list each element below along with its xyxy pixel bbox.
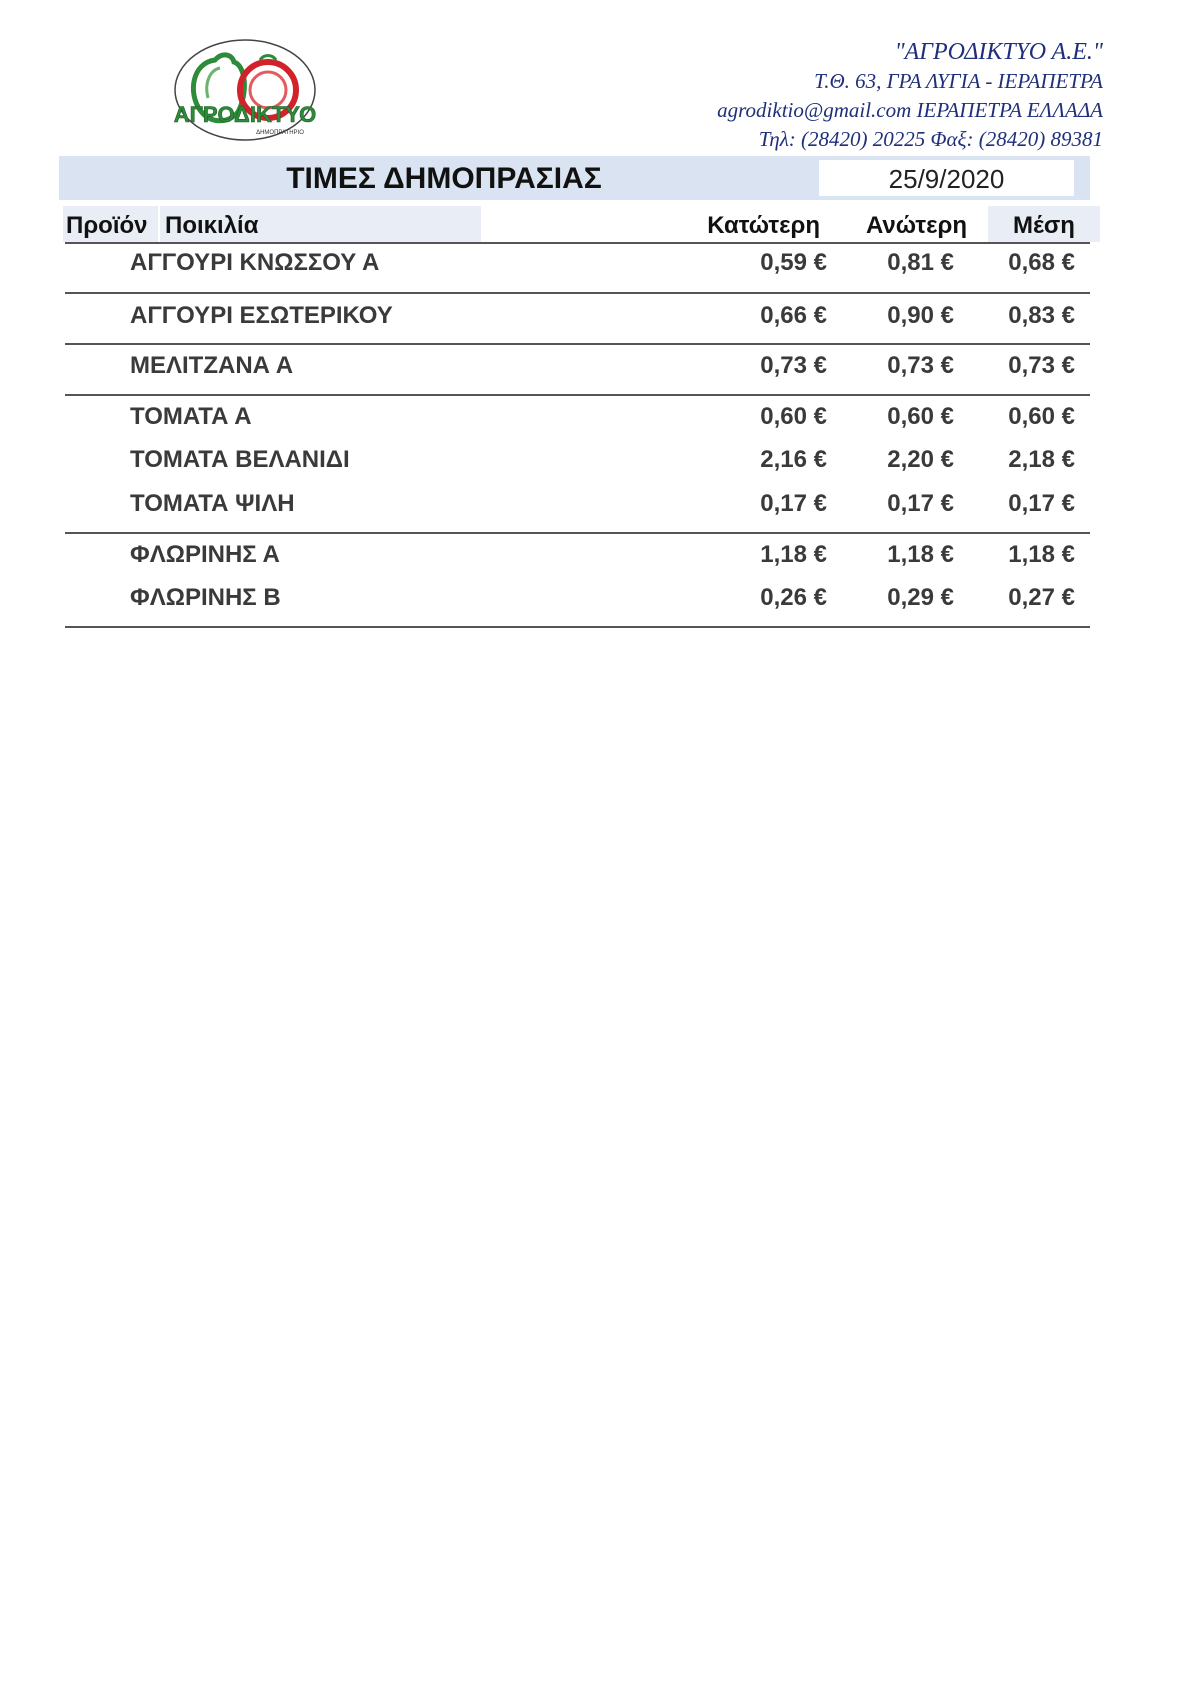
column-header-variety: Ποικιλία bbox=[160, 206, 481, 242]
table-row bbox=[0, 243, 1200, 283]
table-row bbox=[0, 440, 1200, 480]
company-address: Τ.Θ. 63, ΓΡΑ ΛΥΓΙΑ - ΙΕΡΑΠΕΤΡΑ bbox=[814, 69, 1103, 93]
column-header-product: Προϊόν bbox=[63, 206, 158, 242]
row-variety: ΤΟΜΑΤΑ ΨΙΛΗ bbox=[130, 490, 295, 517]
row-low-price: 0,60 € bbox=[760, 403, 827, 430]
group-divider bbox=[65, 532, 1090, 534]
row-avg-price: 0,17 € bbox=[1008, 490, 1075, 517]
group-divider bbox=[65, 394, 1090, 396]
row-high-price: 0,73 € bbox=[887, 352, 954, 379]
row-low-price: 1,18 € bbox=[760, 541, 827, 568]
row-high-price: 2,20 € bbox=[887, 446, 954, 473]
title-band bbox=[59, 156, 1090, 200]
row-high-price: 0,17 € bbox=[887, 490, 954, 517]
group-divider bbox=[65, 292, 1090, 294]
table-row bbox=[0, 484, 1200, 524]
row-avg-price: 0,68 € bbox=[1008, 249, 1075, 276]
row-variety: ΤΟΜΑΤΑ Α bbox=[130, 403, 252, 430]
report-date: 25/9/2020 bbox=[819, 160, 1074, 196]
company-email: agrodiktio@gmail.com ΙΕΡΑΠΕΤΡΑ ΕΛΛΑΔΑ bbox=[717, 98, 1103, 122]
row-variety: ΤΟΜΑΤΑ ΒΕΛΑΝΙΔΙ bbox=[130, 446, 350, 473]
row-high-price: 0,29 € bbox=[887, 584, 954, 611]
column-header-avg: Μέση bbox=[988, 206, 1100, 242]
row-low-price: 2,16 € bbox=[760, 446, 827, 473]
company-info bbox=[717, 38, 1103, 154]
company-phone: Τηλ: (28420) 20225 Φαξ: (28420) 89381 bbox=[758, 127, 1103, 151]
row-avg-price: 0,60 € bbox=[1008, 403, 1075, 430]
row-variety: ΑΓΓΟΥΡΙ ΚΝΩΣΣΟΥ Α bbox=[130, 249, 380, 276]
column-header-high: Ανώτερη bbox=[865, 212, 967, 239]
table-row bbox=[0, 535, 1200, 575]
table-row bbox=[0, 397, 1200, 437]
table-bottom-divider bbox=[65, 626, 1090, 628]
row-avg-price: 2,18 € bbox=[1008, 446, 1075, 473]
company-logo bbox=[160, 38, 330, 148]
row-avg-price: 0,83 € bbox=[1008, 302, 1075, 329]
report-title: ΤΙΜΕΣ ΔΗΜΟΠΡΑΣΙΑΣ bbox=[286, 162, 602, 195]
row-low-price: 0,17 € bbox=[760, 490, 827, 517]
row-variety: ΜΕΛΙΤΖΑΝΑ Α bbox=[130, 352, 294, 379]
row-avg-price: 0,27 € bbox=[1008, 584, 1075, 611]
row-high-price: 0,90 € bbox=[887, 302, 954, 329]
group-divider bbox=[65, 343, 1090, 345]
row-low-price: 0,26 € bbox=[760, 584, 827, 611]
table-row bbox=[0, 296, 1200, 336]
logo-subtext: ΔΗΜΟΠΡΑΤΗΡΙΟ bbox=[256, 130, 304, 136]
row-variety: ΑΓΓΟΥΡΙ ΕΣΩΤΕΡΙΚΟΥ bbox=[130, 302, 393, 329]
row-high-price: 0,60 € bbox=[887, 403, 954, 430]
column-header-low: Κατώτερη bbox=[707, 212, 820, 239]
row-variety: ΦΛΩΡΙΝΗΣ Β bbox=[130, 584, 281, 611]
logo-graphic bbox=[160, 38, 330, 148]
row-variety: ΦΛΩΡΙΝΗΣ Α bbox=[130, 541, 280, 568]
row-avg-price: 1,18 € bbox=[1008, 541, 1075, 568]
company-name: "ΑΓΡΟΔΙΚΤΥΟ Α.Ε." bbox=[894, 39, 1103, 65]
row-low-price: 0,66 € bbox=[760, 302, 827, 329]
logo-wordmark: ΑΓΡΟΔΙΚΤΥΟ bbox=[173, 102, 317, 127]
row-high-price: 0,81 € bbox=[887, 249, 954, 276]
table-row bbox=[0, 578, 1200, 618]
row-avg-price: 0,73 € bbox=[1008, 352, 1075, 379]
row-low-price: 0,59 € bbox=[760, 249, 827, 276]
row-high-price: 1,18 € bbox=[887, 541, 954, 568]
row-low-price: 0,73 € bbox=[760, 352, 827, 379]
table-row bbox=[0, 346, 1200, 386]
